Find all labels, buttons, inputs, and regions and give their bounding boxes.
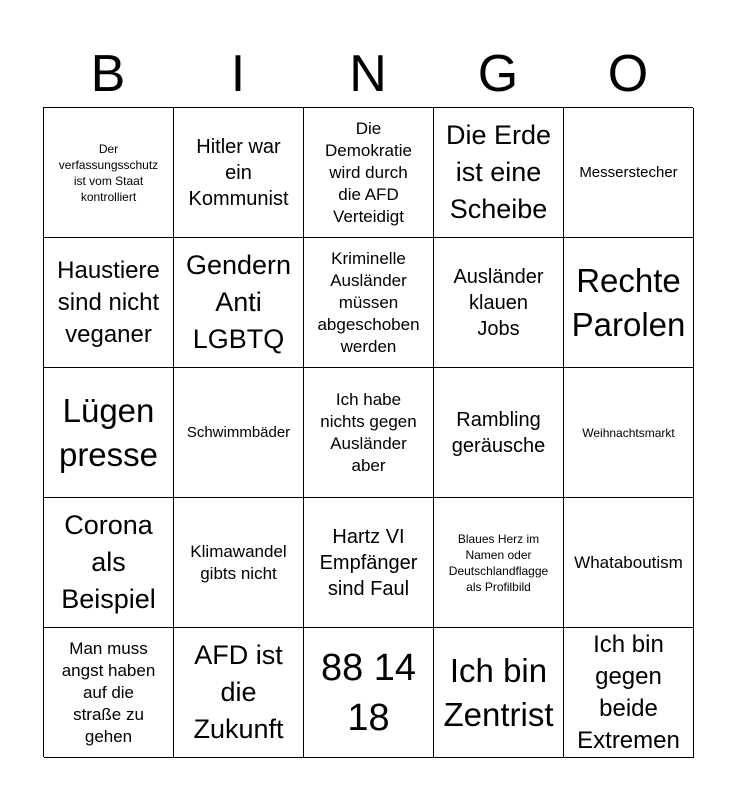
bingo-cell[interactable] (44, 108, 174, 238)
cell-text: Der verfassungsschutz ist vom Staat kontrolliert (58, 141, 159, 204)
bingo-cell[interactable] (174, 368, 304, 498)
bingo-cell[interactable] (434, 498, 564, 628)
bingo-cell[interactable] (564, 238, 694, 368)
cell-text: Hartz VI Empfänger sind Faul (319, 525, 418, 600)
cell-text: Rambling geräusche (451, 408, 546, 457)
cell-text: Ich habe nichts gegen Ausländer aber (320, 389, 417, 475)
cell-text: Lügen presse (58, 391, 159, 473)
bingo-cell[interactable] (174, 498, 304, 628)
cell-text: Schwimmbäder (186, 424, 291, 441)
cell-text: Rechte Parolen (571, 261, 686, 343)
cell-text: Messerstecher (579, 164, 678, 181)
cell-text: Ich bin Zentrist (443, 651, 554, 733)
bingo-cell[interactable] (174, 108, 304, 238)
bingo-cell[interactable] (174, 628, 304, 758)
bingo-cell[interactable] (304, 238, 434, 368)
bingo-cell[interactable] (564, 108, 694, 238)
bingo-cell[interactable] (44, 368, 174, 498)
cell-text: Ich bin gegen beide Extremen (577, 630, 680, 754)
cell-text: Die Erde ist eine Scheibe (445, 120, 552, 224)
bingo-board (43, 107, 693, 757)
cell-text: Die Demokratie wird durch die AFD Verteidigt (325, 118, 412, 226)
cell-text: Whataboutism (574, 552, 683, 572)
bingo-cell[interactable] (304, 498, 434, 628)
header-letter-b: B (90, 45, 126, 103)
cell-text: Hitler war ein Kommunist (188, 135, 289, 210)
cell-text: Weihnachtsmarkt (582, 425, 675, 440)
cell-text: AFD ist die Zukunft (193, 640, 284, 744)
bingo-cell[interactable] (44, 238, 174, 368)
cell-text: Gendern Anti LGBTQ (185, 250, 292, 354)
bingo-cell[interactable] (564, 368, 694, 498)
header-letter-g: G (477, 45, 519, 103)
bingo-header (43, 40, 693, 108)
header-letter-n: N (349, 45, 387, 103)
bingo-cell[interactable] (44, 628, 174, 758)
cell-text: 88 14 18 (320, 646, 417, 739)
cell-text: Klimawandel gibts nicht (190, 541, 287, 583)
bingo-cell[interactable] (174, 238, 304, 368)
bingo-cell[interactable] (434, 628, 564, 758)
bingo-cell[interactable] (304, 108, 434, 238)
bingo-cell[interactable] (434, 108, 564, 238)
header-letter-i: I (230, 45, 246, 103)
cell-text: Kriminelle Ausländer müssen abgeschoben werden (317, 248, 420, 356)
header-letter-o: O (607, 45, 649, 103)
bingo-cell[interactable] (44, 498, 174, 628)
bingo-cell[interactable] (304, 368, 434, 498)
bingo-cell[interactable] (434, 368, 564, 498)
bingo-cell[interactable] (434, 238, 564, 368)
bingo-cell[interactable] (564, 498, 694, 628)
bingo-cell[interactable] (564, 628, 694, 758)
cell-text: Ausländer klauen Jobs (453, 265, 544, 340)
bingo-cell[interactable] (304, 628, 434, 758)
cell-text: Man muss angst haben auf die straße zu gehen (61, 638, 156, 746)
cell-text: Corona als Beispiel (61, 510, 156, 614)
cell-text: Haustiere sind nicht veganer (57, 256, 160, 348)
cell-text: Blaues Herz im Namen oder Deutschlandflagge als Profilbild (448, 531, 549, 594)
